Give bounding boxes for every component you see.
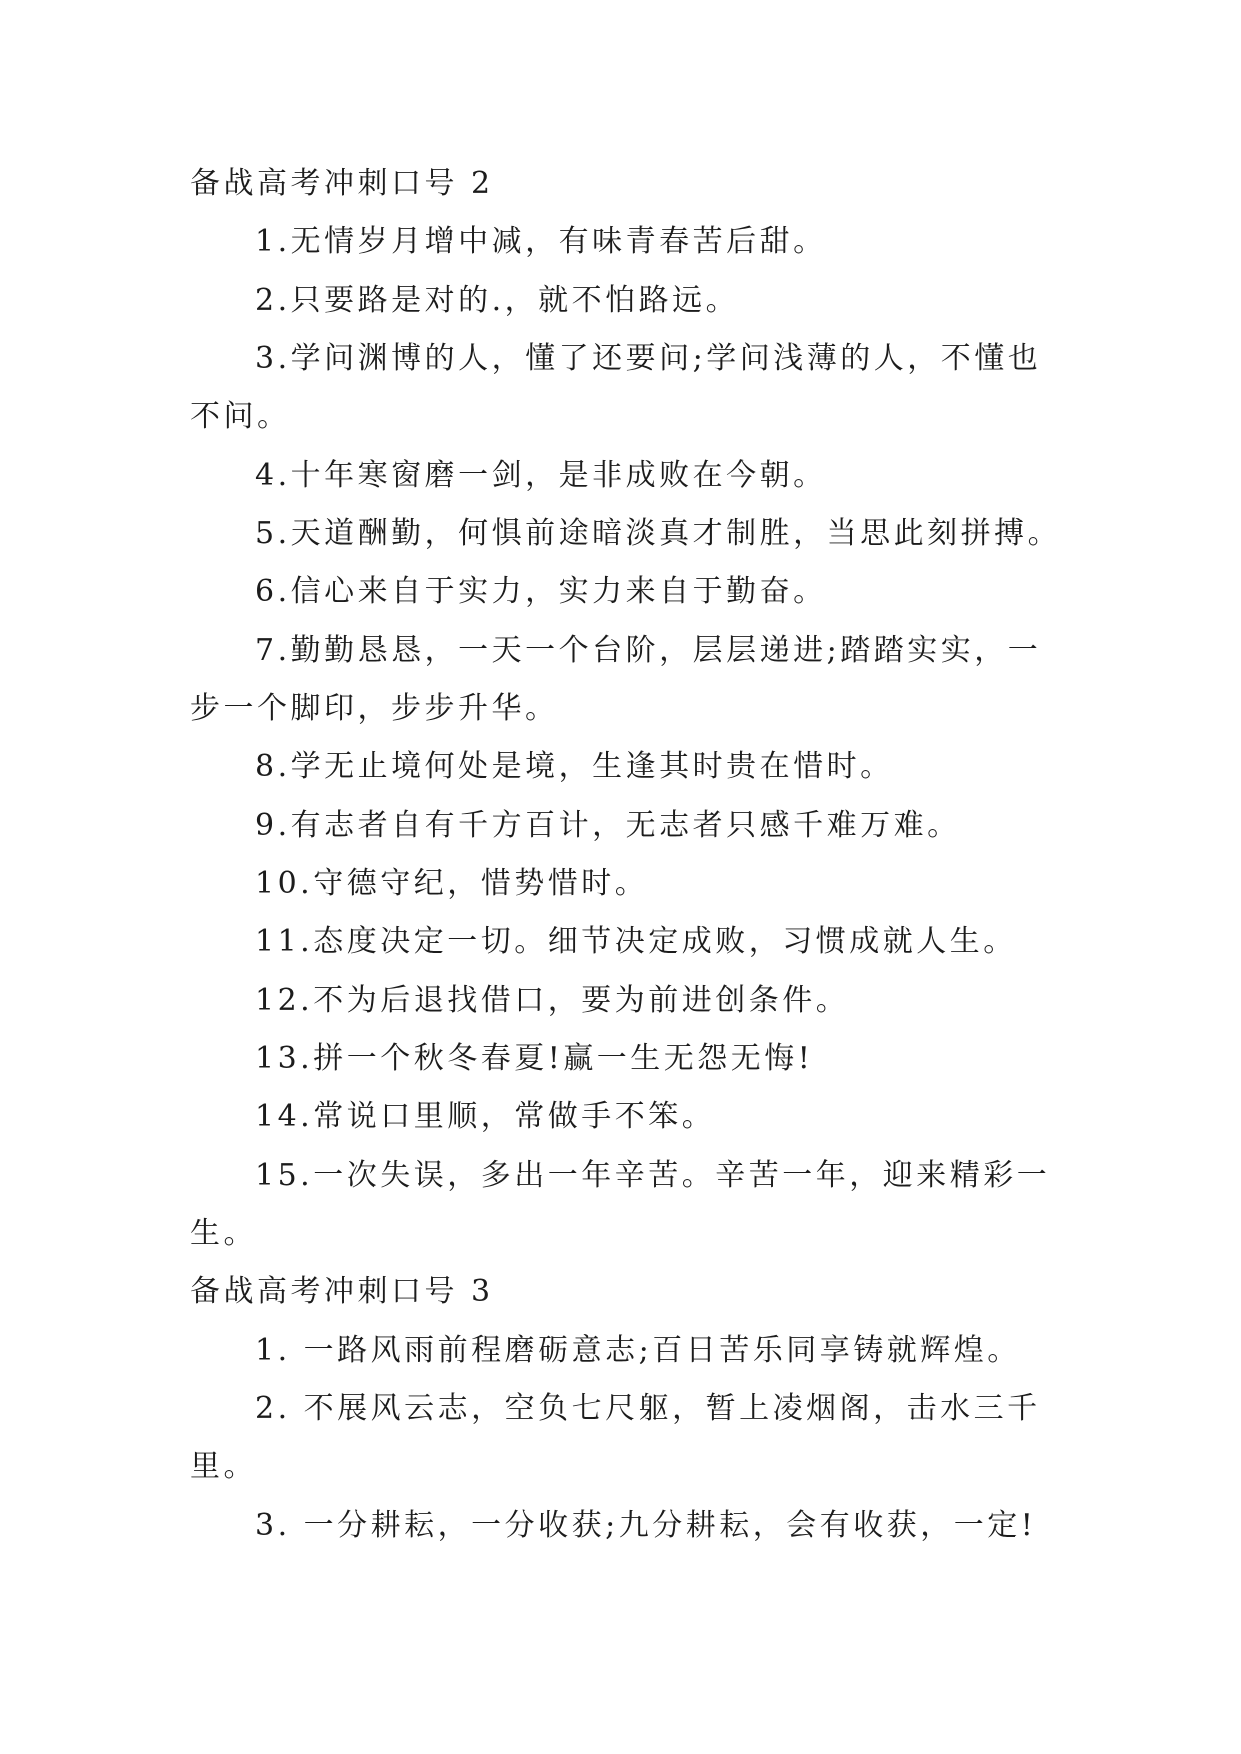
slogan-item: [190, 330, 1061, 447]
slogan-line: 3. 一分耕耘，一分收获;九分耕耘，会有收获，一定!: [255, 1507, 1037, 1543]
slogan-line: 8.学无止境何处是境，生逢其时贵在惜时。: [255, 749, 894, 785]
slogan-line: 11.态度决定一切。细节决定成败，习惯成就人生。: [255, 924, 1017, 960]
slogan-line: 10.守德守纪，惜势惜时。: [255, 865, 649, 901]
slogan-line-continued: 步一个脚印，步步升华。: [190, 690, 559, 726]
slogan-item: [190, 797, 1061, 855]
slogan-item: [190, 1088, 1061, 1146]
slogan-line: 4.十年寒窗磨一剑，是非成败在今朝。: [255, 457, 827, 493]
slogan-line-continued: 生。: [190, 1215, 257, 1251]
slogan-line-continued: 不问。: [190, 399, 291, 435]
slogan-line: 1.无情岁月增中减，有味青春苦后甜。: [255, 224, 827, 260]
slogan-line: 1. 一路风雨前程磨砺意志;百日苦乐同享铸就辉煌。: [255, 1332, 1021, 1368]
slogan-item: [190, 447, 1061, 505]
slogan-line: 7.勤勤恳恳，一天一个台阶，层层递进;踏踏实实，一: [255, 632, 1042, 668]
slogan-item: [190, 972, 1061, 1030]
slogan-item: [190, 563, 1061, 621]
slogan-item: [190, 1380, 1061, 1497]
slogan-item: [190, 505, 1061, 563]
section: [190, 1263, 1061, 1555]
document-body: [190, 155, 1061, 1555]
slogan-line-continued: 里。: [190, 1449, 257, 1485]
slogan-line: 12.不为后退找借口，要为前进创条件。: [255, 982, 850, 1018]
section: [190, 155, 1061, 1263]
slogan-item: [190, 738, 1061, 796]
slogan-item: [190, 1030, 1061, 1088]
slogan-item: [190, 913, 1061, 971]
slogan-line: 14.常说口里顺，常做手不笨。: [255, 1099, 716, 1135]
slogan-item: [190, 1147, 1061, 1264]
slogan-item: [190, 213, 1061, 271]
section-title: 备战高考冲刺口号 2: [190, 166, 494, 201]
slogan-item: [190, 1497, 1061, 1555]
slogan-line: 9.有志者自有千方百计，无志者只感千难万难。: [255, 807, 961, 843]
slogan-item: [190, 855, 1061, 913]
slogan-item: [190, 622, 1061, 739]
slogan-item: [190, 1322, 1061, 1380]
slogan-line: 13.拼一个秋冬春夏!赢一生无怨无悔!: [255, 1040, 814, 1076]
slogan-line: 3.学问渊博的人，懂了还要问;学问浅薄的人，不懂也: [255, 340, 1042, 376]
slogan-line: 15.一次失误，多出一年辛苦。辛苦一年，迎来精彩一: [255, 1157, 1051, 1193]
section-title: 备战高考冲刺口号 3: [190, 1274, 494, 1310]
slogan-line: 2.只要路是对的.，就不怕路远。: [255, 282, 740, 318]
slogan-line: 5.天道酬勤，何惧前途暗淡真才制胜，当思此刻拼搏。: [255, 515, 1062, 551]
slogan-item: [190, 272, 1061, 330]
slogan-line: 6.信心来自于实力，实力来自于勤奋。: [255, 574, 827, 610]
slogan-line: 2. 不展风云志，空负七尺躯，暂上凌烟阁，击水三千: [255, 1390, 1041, 1426]
